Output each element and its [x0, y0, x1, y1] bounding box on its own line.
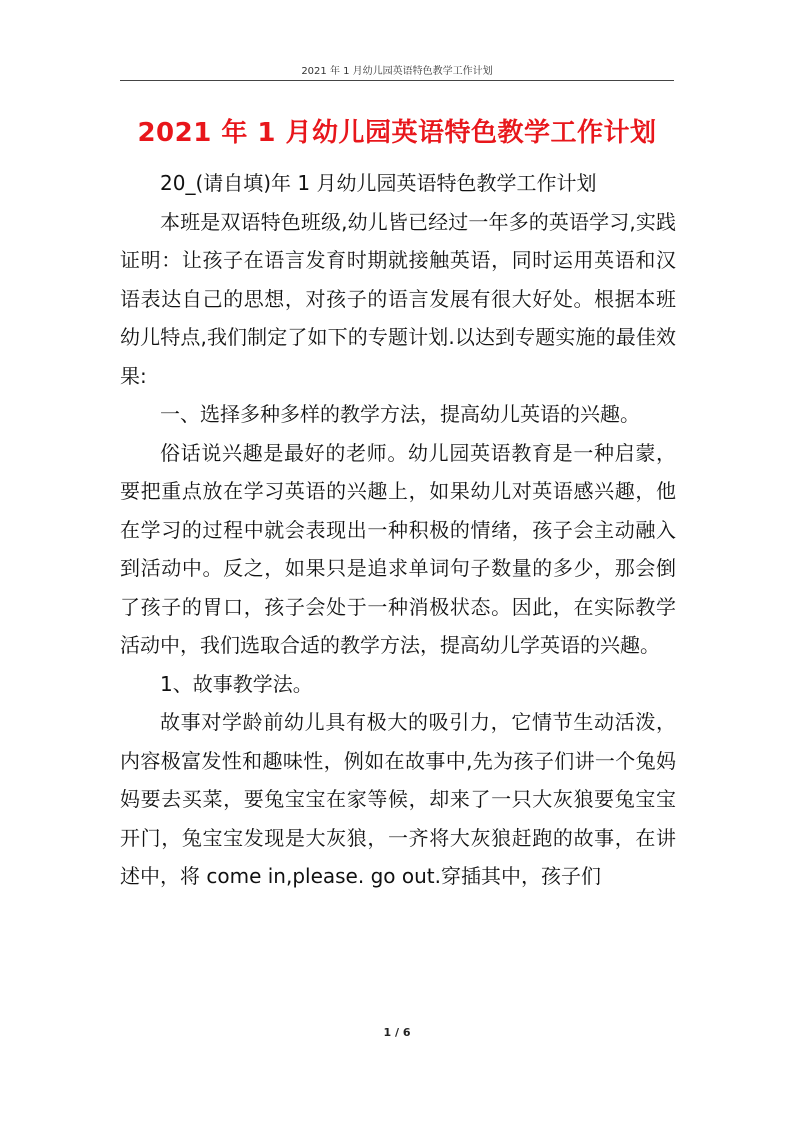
subsection-heading-1: 1、故事教学法。: [160, 671, 313, 696]
document-body: [120, 164, 676, 896]
paragraph-interest: 俗话说兴趣是最好的老师。幼儿园英语教育是一种启蒙，要把重点放在学习英语的兴趣上，如果幼儿对英语感兴趣，他在学习的过程中就会表现出一种积极的情绪，孩子会主动融入到活动中。反之，如果只是追求单词句子数量的多少，那会倒了孩子的胃口，孩子会处于一种消极状态。因此，在实际教学活动中，我们选取合适的教学方法，提高幼儿学英语的兴趣。: [120, 440, 676, 657]
document-title: 2021 年 1 月幼儿园英语特色教学工作计划: [137, 118, 657, 148]
running-header: 2021 年 1 月幼儿园英语特色教学工作计划: [301, 66, 493, 77]
paragraph-intro: 本班是双语特色班级,幼儿皆已经过一年多的英语学习,实践证明：让孩子在语言发育时期就接触英语，同时运用英语和汉语表达自己的思想，对孩子的语言发展有很大好处。根据本班幼儿特点,我们制定了如下的专题计划.以达到专题实施的最佳效果:: [120, 209, 676, 388]
page-number: 1 / 6: [383, 1026, 411, 1039]
header-divider: [120, 80, 674, 81]
paragraph-story-method: 故事对学龄前幼儿具有极大的吸引力，它情节生动活泼，内容极富发性和趣味性，例如在故事中,先为孩子们讲一个兔妈妈要去买菜，要兔宝宝在家等候，却来了一只大灰狼要兔宝宝开门，兔宝宝发现是大灰狼，一齐将大灰狼赶跑的故事，在讲述中，将 come in,please. go out.穿插其中，孩子们: [120, 710, 676, 888]
section-heading-1: 一、选择多种多样的教学方法，提高幼儿英语的兴趣。: [160, 402, 640, 426]
paragraph-subtitle: 20_(请自填)年 1 月幼儿园英语特色教学工作计划: [160, 171, 597, 195]
